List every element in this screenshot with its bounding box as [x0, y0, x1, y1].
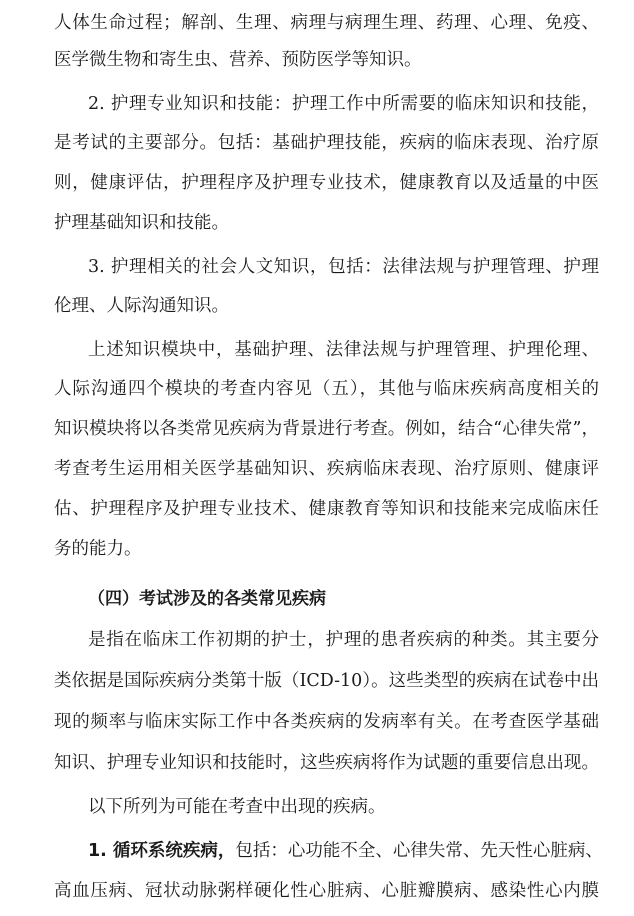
text-line: 2. 护理专业知识和技能：护理工作中所需要的临床知识和技能，: [88, 94, 599, 114]
text-line: 以下所列为可能在考查中出现的疾病。: [88, 797, 386, 817]
text-line: 知识模块将以各类常见疾病为背景进行考查。例如，结合“心律失常”，: [54, 419, 599, 439]
text-line: 高血压病、冠状动脉粥样硬化性心脏病、心脏瓣膜病、感染性心内膜: [54, 881, 599, 901]
section-heading: （四）考试涉及的各类常见疾病: [88, 589, 326, 609]
text-line: 是考试的主要部分。包括：基础护理技能，疾病的临床表现、治疗原: [54, 133, 599, 153]
text-line: 务的能力。: [54, 539, 142, 559]
text-line: 护理基础知识和技能。: [54, 213, 229, 233]
text-line: 人体生命过程；解剖、生理、病理与病理生理、药理、心理、免疫、: [54, 13, 599, 33]
text-line: 伦理、人际沟通知识。: [54, 296, 229, 316]
list-item-line: [88, 836, 603, 866]
text-line: 则，健康评估，护理程序及护理专业技术，健康教育以及适量的中医: [54, 173, 599, 193]
text-line: 知识、护理专业知识和技能时，这些疾病将作为试题的重要信息出现。: [54, 753, 599, 773]
text-line: 现的频率与临床实际工作中各类疾病的发病率有关。在考查医学基础: [54, 712, 599, 732]
text-line: 是指在临床工作初期的护士，护理的患者疾病的种类。其主要分: [88, 630, 599, 650]
text-line: 人际沟通四个模块的考查内容见（五），其他与临床疾病高度相关的: [54, 379, 599, 399]
text-line: 估、护理程序及护理专业技术、健康教育等知识和技能来完成临床任: [54, 499, 599, 519]
text-line: 上述知识模块中，基础护理、法律法规与护理管理、护理伦理、: [88, 340, 599, 360]
text-line: 考查考生运用相关医学基础知识、疾病临床表现、治疗原则、健康评: [54, 459, 599, 479]
list-item-text: 包括：心功能不全、心律失常、先天性心脏病、: [235, 841, 603, 861]
text-line: 类依据是国际疾病分类第十版（ICD-10）。这些类型的疾病在试卷中出: [54, 671, 599, 691]
list-item-title: 1. 循环系统疾病，: [88, 841, 236, 861]
text-line: 3. 护理相关的社会人文知识，包括：法律法规与护理管理、护理: [88, 257, 599, 277]
text-line: 医学微生物和寄生虫、营养、预防医学等知识。: [54, 50, 422, 70]
